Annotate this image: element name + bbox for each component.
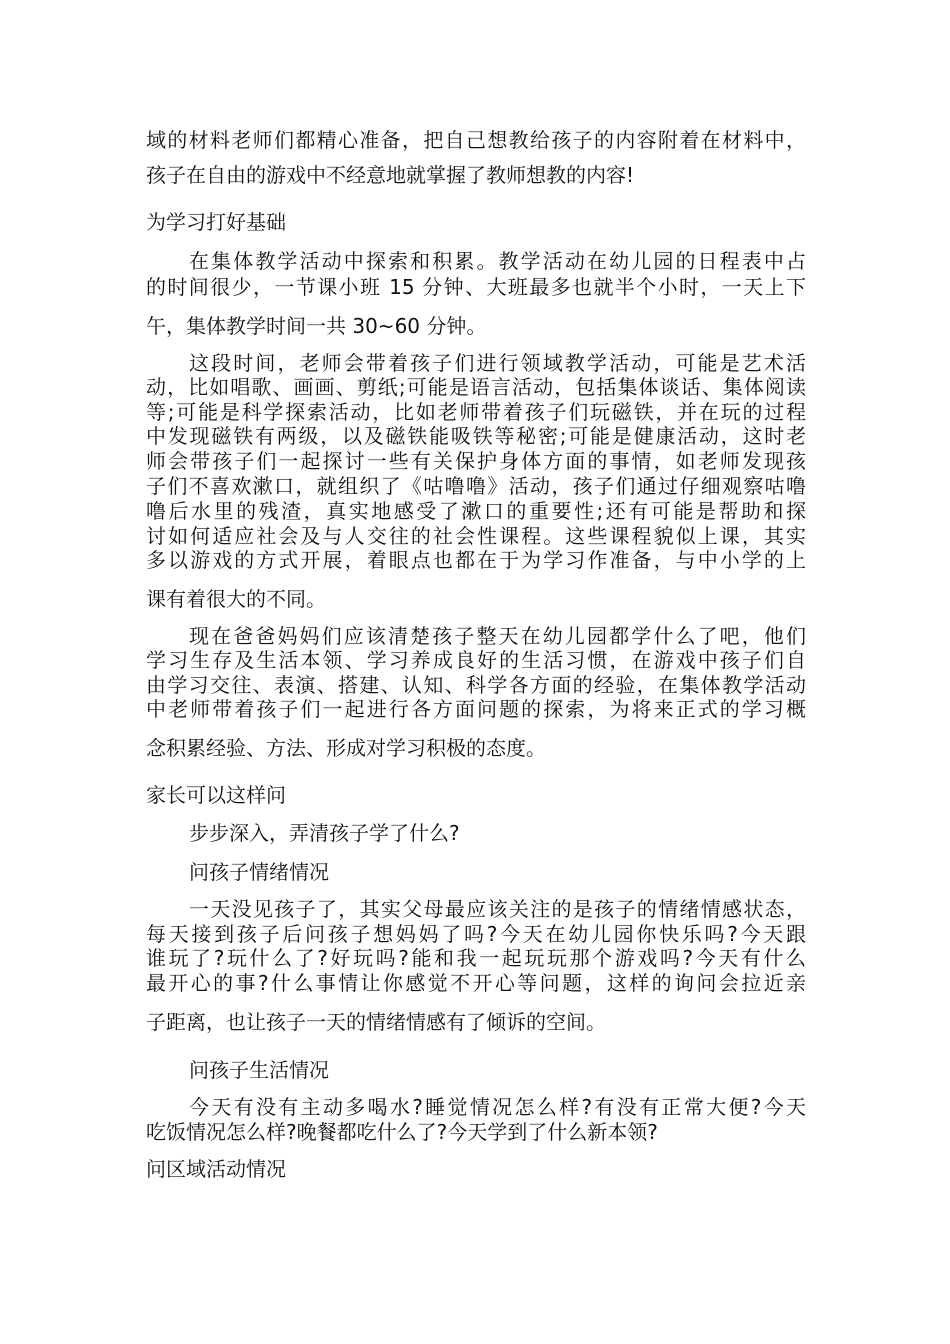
paragraph-line: 课有着很大的不同。: [146, 587, 326, 611]
section-heading: 问区域活动情况: [146, 1157, 286, 1181]
paragraph-line: 每天接到孩子后问孩子想妈妈了吗?今天在幼儿园你快乐吗?今天跟: [146, 922, 806, 946]
section-heading: 家长可以这样问: [146, 783, 286, 807]
paragraph-line: 噜后水里的残渣，真实地感受了漱口的重要性;还有可能是帮助和探: [146, 499, 806, 523]
paragraph-line: 在集体教学活动中探索和积累。教学活动在幼儿园的日程表中占: [189, 249, 806, 273]
paragraph-line: 今天有没有主动多喝水?睡觉情况怎么样?有没有正常大便?今天: [189, 1095, 806, 1119]
paragraph-line: 吃饭情况怎么样?晚餐都吃什么了?今天学到了什么新本领?: [146, 1120, 658, 1144]
paragraph-line: 由学习交往、表演、搭建、认知、科学各方面的经验，在集体教学活动: [146, 673, 806, 697]
sub-heading: 问孩子情绪情况: [189, 860, 329, 884]
paragraph-line: 讨如何适应社会及与人交往的社会性课程。这些课程貌似上课，其实: [146, 524, 806, 548]
section-heading: 为学习打好基础: [146, 210, 286, 234]
paragraph-line: 中老师带着孩子们一起进行各方面问题的探索，为将来正式的学习概: [146, 697, 806, 721]
paragraph-line: 师会带孩子们一起探讨一些有关保护身体方面的事情，如老师发现孩: [146, 449, 806, 473]
paragraph-line: 域的材料老师们都精心准备，把自己想教给孩子的内容附着在材料中，: [146, 128, 806, 152]
paragraph-line: 谁玩了?玩什么了?好玩吗?能和我一起玩玩那个游戏吗?今天有什么: [146, 946, 806, 970]
paragraph-line: 最开心的事?什么事情让你感觉不开心等问题，这样的询问会拉近亲: [146, 971, 806, 995]
paragraph-line: 动，比如唱歌、画画、剪纸;可能是语言活动，包括集体谈话、集体阅读: [146, 375, 806, 399]
paragraph-line: 这段时间，老师会带着孩子们进行领域教学活动，可能是艺术活: [189, 351, 806, 375]
paragraph-line: 子距离，也让孩子一天的情绪情感有了倾诉的空间。: [146, 1010, 606, 1034]
paragraph-line: 孩子在自由的游戏中不经意地就掌握了教师想教的内容!: [146, 163, 635, 187]
paragraph-line: 多以游戏的方式开展，着眼点也都在于为学习作准备，与中小学的上: [146, 548, 806, 572]
sub-heading: 问孩子生活情况: [189, 1058, 329, 1082]
paragraph-line: 步步深入，弄清孩子学了什么?: [189, 821, 460, 845]
paragraph-line: 中发现磁铁有两级，以及磁铁能吸铁等秘密;可能是健康活动，这时老: [146, 424, 806, 448]
paragraph-line: 一天没见孩子了，其实父母最应该关注的是孩子的情绪情感状态，: [189, 897, 806, 921]
paragraph-line: 学习生存及生活本领、学习养成良好的生活习惯，在游戏中孩子们自: [146, 648, 806, 672]
paragraph-line: 等;可能是科学探索活动，比如老师带着孩子们玩磁铁，并在玩的过程: [146, 400, 806, 424]
paragraph-line: 午，集体教学时间一共 30~60 分钟。: [146, 314, 487, 338]
paragraph-line: 子们不喜欢漱口，就组织了《咕噜噜》活动，孩子们通过仔细观察咕噜: [146, 474, 806, 498]
paragraph-line: 的时间很少，一节课小班 15 分钟、大班最多也就半个小时，一天上下: [146, 275, 806, 299]
paragraph-line: 念积累经验、方法、形成对学习积极的态度。: [146, 736, 546, 760]
paragraph-line: 现在爸爸妈妈们应该清楚孩子整天在幼儿园都学什么了吧，他们: [189, 624, 806, 648]
